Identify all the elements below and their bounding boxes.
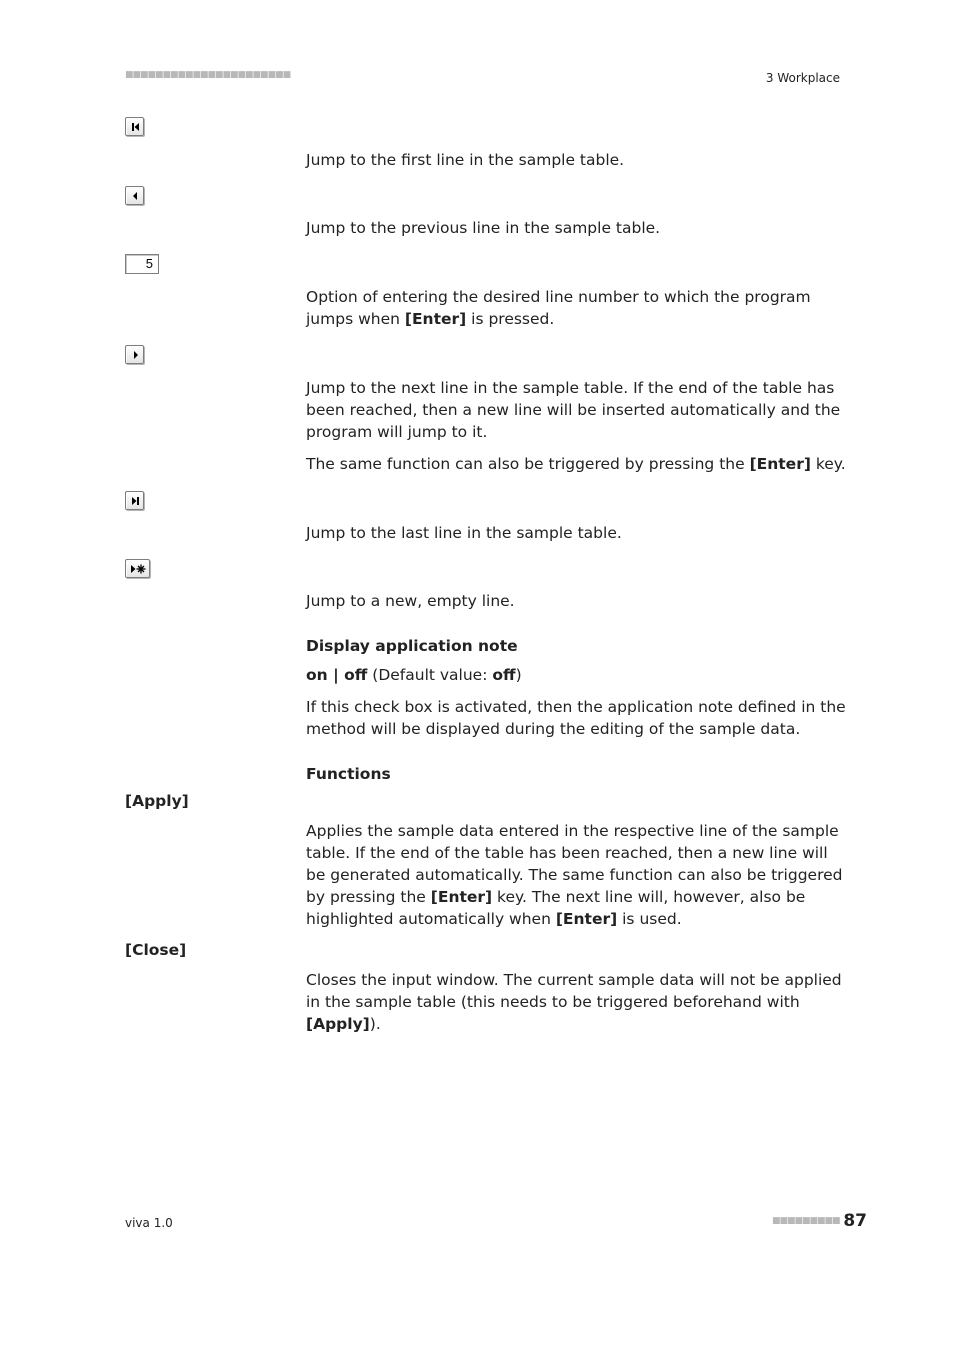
close-description: Closes the input window. The current sample data will not be applied in the sample table (this needs to be triggered beforehand with [Apply]). [306,971,842,1033]
line-number-field: 5 [125,254,159,274]
last-line-icon [125,491,144,510]
previous-line-description: Jump to the previous line in the sample table. [306,219,661,237]
apply-description: Applies the sample data entered in the respective line of the sample table. If the end of the table has been reached, then a new line will be generated automatically. The same function can also be triggered by pressing the [Enter] key. The next line will, however, also be highlighted automatically when [Enter] is used. [306,822,843,928]
previous-line-icon [125,186,144,205]
product-version: viva 1.0 [125,1216,173,1230]
new-line-icon [125,559,150,578]
first-line-description: Jump to the first line in the sample table. [306,151,625,169]
footer-decoration: ■■■■■■■■■ [772,1216,840,1226]
section-title: 3 Workplace [765,71,840,85]
header-decoration: ■■■■■■■■■■■■■■■■■■■■■■ [125,70,291,80]
application-note-values: on | off (Default value: off) [306,666,522,684]
new-line-description: Jump to a new, empty line. [306,592,515,610]
functions-heading: Functions [306,765,391,783]
application-note-description: If this check box is activated, then the application note defined in the method will be displayed during the editing of the sample data. [306,698,846,738]
next-line-note: The same function can also be triggered by pressing the [Enter] key. [306,455,846,473]
line-number-description: Option of entering the desired line number to which the program jumps when [Enter] is pressed. [306,288,811,328]
last-line-description: Jump to the last line in the sample table. [306,524,622,542]
next-line-description: Jump to the next line in the sample table. If the end of the table has been reached, then a new line will be inserted automatically and the program will jump to it. [306,379,841,441]
page-number: 87 [843,1211,867,1231]
next-line-icon [125,345,144,364]
close-label: [Close] [125,941,187,959]
application-note-heading: Display application note [306,637,518,655]
first-line-icon [125,117,144,136]
apply-label: [Apply] [125,792,189,810]
